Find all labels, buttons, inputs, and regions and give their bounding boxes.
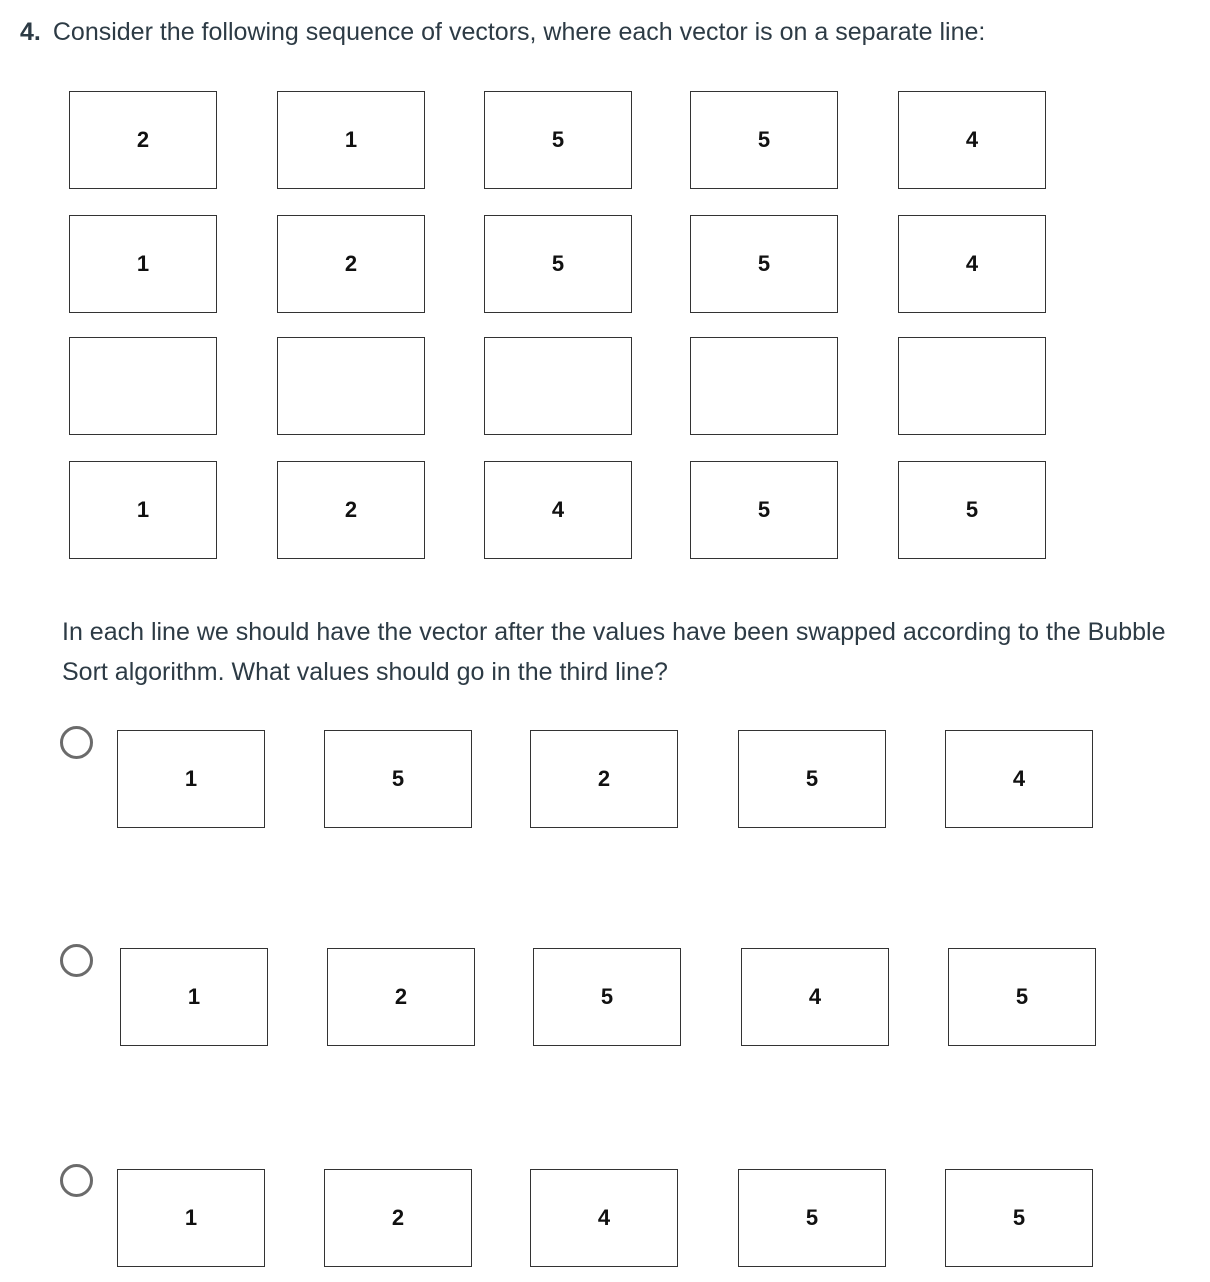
option-cell: 5 — [948, 948, 1096, 1046]
option-cell: 2 — [324, 1169, 472, 1267]
vector-cell: 5 — [690, 215, 838, 313]
instruction-text: In each line we should have the vector after the values have been swapped according to the Bubble Sort algorithm. What values should go in the third line? — [62, 618, 1166, 686]
option-cell: 1 — [117, 730, 265, 828]
option-cell: 5 — [533, 948, 681, 1046]
vector-cell: 2 — [277, 215, 425, 313]
option-cell: 2 — [327, 948, 475, 1046]
option-cell: 2 — [530, 730, 678, 828]
option-cell: 5 — [738, 1169, 886, 1267]
vector-cell: 4 — [898, 91, 1046, 189]
radio-button-option-3[interactable] — [60, 1164, 93, 1197]
option-cell: 4 — [741, 948, 889, 1046]
radio-button-option-2[interactable] — [60, 944, 93, 977]
vector-cell: 4 — [484, 461, 632, 559]
vector-cell: 5 — [690, 91, 838, 189]
question-text: Consider the following sequence of vectors, where each vector is on a separate line: — [52, 18, 986, 46]
empty-vector-cell — [484, 337, 632, 435]
option-cell: 1 — [117, 1169, 265, 1267]
option-cell: 5 — [738, 730, 886, 828]
vector-cell: 5 — [898, 461, 1046, 559]
option-cell: 4 — [530, 1169, 678, 1267]
vector-cell: 1 — [277, 91, 425, 189]
vector-cell: 4 — [898, 215, 1046, 313]
empty-vector-cell — [69, 337, 217, 435]
question-number: 4. — [20, 18, 41, 46]
radio-button-option-1[interactable] — [60, 726, 93, 759]
empty-vector-cell — [277, 337, 425, 435]
option-cell: 1 — [120, 948, 268, 1046]
option-cell: 5 — [324, 730, 472, 828]
option-cell: 4 — [945, 730, 1093, 828]
vector-cell: 1 — [69, 215, 217, 313]
vector-cell: 2 — [277, 461, 425, 559]
question-header — [20, 14, 985, 50]
vector-cell: 5 — [484, 215, 632, 313]
option-cell: 5 — [945, 1169, 1093, 1267]
empty-vector-cell — [898, 337, 1046, 435]
vector-cell: 2 — [69, 91, 217, 189]
vector-cell: 5 — [690, 461, 838, 559]
vector-cell: 1 — [69, 461, 217, 559]
vector-cell: 5 — [484, 91, 632, 189]
empty-vector-cell — [690, 337, 838, 435]
